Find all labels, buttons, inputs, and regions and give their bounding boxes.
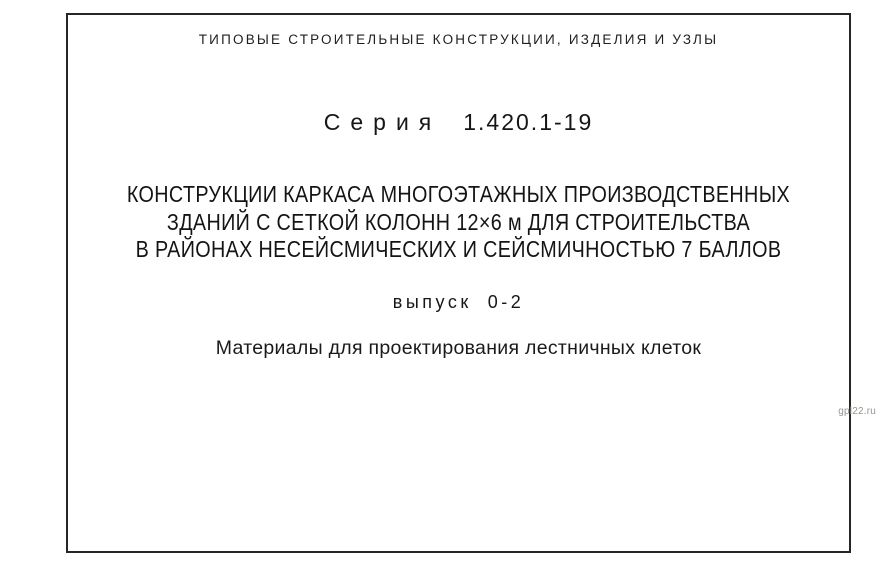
title-line-2: ЗДАНИЙ С СЕТКОЙ КОЛОНН 12×6 м ДЛЯ СТРОИТЕЛЬСТВА [166,208,751,235]
title-line-3: В РАЙОНАХ НЕСЕЙСМИЧЕСКИХ И СЕЙСМИЧНОСТЬЮ 7 БАЛЛОВ [135,236,782,262]
issue-line [68,292,849,313]
series-number: 1.420.1-19 [463,109,594,135]
issue-label: выпуск [392,292,472,312]
document-border [66,13,851,553]
issue-number: 0-2 [487,292,525,312]
document-header: ТИПОВЫЕ СТРОИТЕЛЬНЫЕ КОНСТРУКЦИИ, ИЗДЕЛИЯ И УЗЛЫ [198,32,719,47]
document-title [123,181,795,264]
title-line-1: КОНСТРУКЦИИ КАРКАСА МНОГОЭТАЖНЫХ ПРОИЗВОДСТВЕННЫХ [126,181,791,207]
series-label: Серия [323,109,442,135]
watermark: gpl22.ru [838,406,876,417]
series-line [68,109,849,136]
document-subtitle: Материалы для проектирования лестничных клеток [215,337,702,359]
